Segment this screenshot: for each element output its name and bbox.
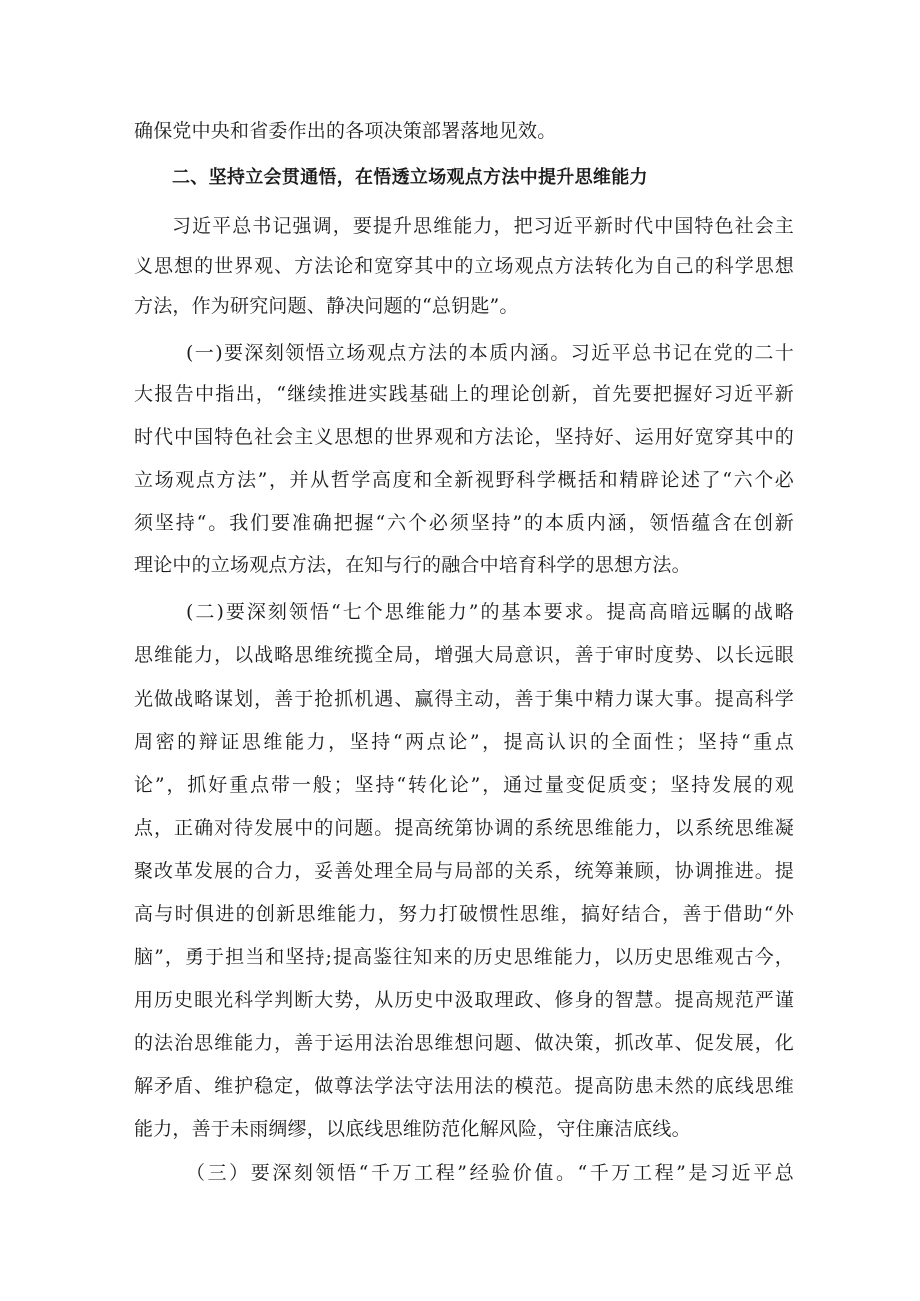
paragraph-line: 义思想的世界观、方法论和宽穿其中的立场观点方法转化为自己的科学思想 bbox=[134, 255, 794, 277]
paragraph-line: 的法治思维能力，善于运用法治思维想问题、做决策，抓改革、促发展，化 bbox=[134, 1032, 794, 1054]
paragraph-line: 大报告中指出，“继续推进实践基础上的理论创新，首先要把握好习近平新 bbox=[134, 383, 794, 405]
paragraph-line: (一)要深刻领悟立场观点方法的本质内涵。习近平总书记在党的二十 bbox=[186, 342, 794, 364]
paragraph-line: 光做战略谋划，善于抢抓机遇、赢得主动，善于集中精力谋大事。提高科学 bbox=[134, 688, 794, 710]
paragraph-line: 确保党中央和省委作出的各项决策部署落地见效。 bbox=[134, 120, 557, 142]
paragraph-line: 解矛盾、维护稳定，做尊法学法守法用法的模范。提高防患未然的底线思维 bbox=[134, 1075, 794, 1097]
paragraph-line: 聚改革发展的合力，妥善处理全局与局部的关系，统筹兼顾，协调推进。提 bbox=[134, 860, 794, 882]
paragraph-line: 周密的辩证思维能力，坚持“两点论”，提高认识的全面性；坚持“重点 bbox=[134, 731, 794, 753]
paragraph-line: 脑”，勇于担当和坚持;提高鉴往知来的历史思维能力，以历史思维观古今， bbox=[134, 946, 794, 968]
paragraph-line: 时代中国特色社会主义思想的世界观和方法论，坚持好、运用好宽穿其中的 bbox=[134, 426, 794, 448]
paragraph-line: 理论中的立场观点方法，在知与行的融合中培育科学的思想方法。 bbox=[134, 554, 691, 576]
paragraph-line: 立场观点方法”，并从哲学高度和全新视野科学概括和精辟论述了“六个必 bbox=[134, 469, 794, 491]
paragraph-line: （三）要深刻领悟“千万工程”经验价值。“千万工程”是习近平总 bbox=[186, 1162, 794, 1184]
paragraph-line: 点，正确对待发展中的问题。提高统第协调的系统思维能力，以系统思维凝 bbox=[134, 817, 794, 839]
paragraph-line: 方法，作为研究问题、静决问题的“总钥匙”。 bbox=[134, 295, 519, 317]
paragraph-line: 用历史眼光科学判断大势，从历史中汲取理政、修身的智慧。提高规范严谨 bbox=[134, 989, 794, 1011]
paragraph-line: (二)要深刻领悟“七个思维能力”的基本要求。提高高暗远瞩的战略 bbox=[186, 601, 794, 623]
paragraph-line: 论”，抓好重点带一般；坚持“转化论”，通过量变促质变；坚持发展的观 bbox=[134, 774, 794, 796]
section-heading: 二、坚持立会贯通悟，在悟透立场观点方法中提升思维能力 bbox=[172, 167, 648, 188]
paragraph-line: 能力，善于未雨绸缪，以底线思维防范化解风险，守住廉洁底线。 bbox=[134, 1118, 691, 1140]
paragraph-line: 须坚持“。我们要准确把握“六个必须坚持”的本质内涵，领悟蕴含在创新 bbox=[134, 512, 794, 534]
paragraph-line: 思维能力，以战略思维统揽全局，增强大局意识，善于审时度势、以长远眼 bbox=[134, 644, 794, 666]
paragraph-line: 高与时俱进的创新思维能力，努力打破惯性思维，搞好结合，善于借助“外 bbox=[134, 903, 794, 925]
paragraph-line: 习近平总书记强调，要提升思维能力，把习近平新时代中国特色社会主 bbox=[172, 215, 794, 237]
